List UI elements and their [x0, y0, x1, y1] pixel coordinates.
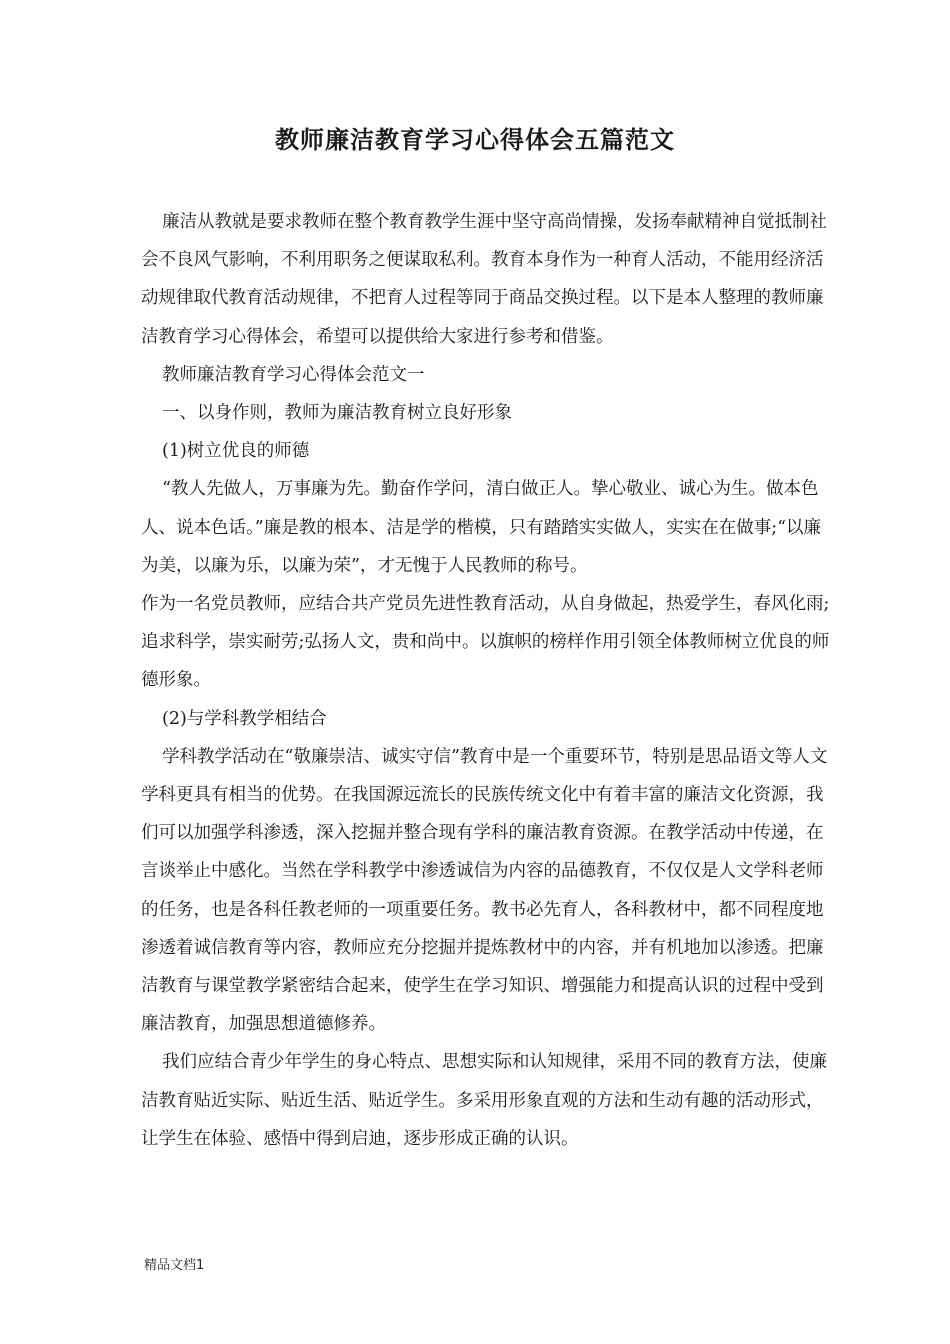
page-footer: 精品文档1: [144, 1258, 205, 1273]
document-body: [141, 203, 831, 1158]
intro-paragraph: 廉洁从教就是要求教师在整个教育教学生涯中坚守高尚情操，发扬奉献精神自觉抵制社会不良风气影响，不利用职务之便谋取私利。教育本身作为一种育人活动，不能用经济活动规律取代教育活动规律，不把育人过程等同于商品交换过程。以下是本人整理的教师廉洁教育学习心得体会，希望可以提供给大家进行参考和借鉴。: [141, 212, 827, 347]
subheading-1: 一、以身作则，教师为廉洁教育树立良好形象: [162, 403, 512, 424]
document-title: 教师廉洁教育学习心得体会五篇范文: [275, 125, 675, 154]
paragraph-party-teacher: 作为一名党员教师，应结合共产党员先进性教育活动，从自身做起，热爱学生，春风化雨;追求科学，崇实耐劳;弘扬人文，贵和尚中。以旗帜的榜样作用引领全体教师树立优良的师德形象。: [141, 594, 830, 691]
paragraph-methods: 我们应结合青少年学生的身心特点、思想实际和认知规律，采用不同的教育方法，使廉洁教育贴近实际、贴近生活、贴近学生。多采用形象直观的方法和生动有趣的活动形式，让学生在体验、感悟中得到启迪，逐步形成正确的认识。: [141, 1052, 827, 1149]
section-heading: 教师廉洁教育学习心得体会范文一: [162, 364, 425, 385]
paragraph-subject-teaching: 学科教学活动在“敬廉崇洁、诚实守信”教育中是一个重要环节，特别是思品语文等人文学科更具有相当的优势。在我国源远流长的民族传统文化中有着丰富的廉洁文化资源，我们可以加强学科渗透，深入挖掘并整合现有学科的廉洁教育资源。在教学活动中传递，在言谈举止中感化。当然在学科教学中渗透诚信为内容的品德教育，不仅仅是人文学科老师的任务，也是各科任教老师的一项重要任务。教书必先育人，各科教材中，都不同程度地渗透着诚信教育等内容，教师应充分挖掘并提炼教材中的内容，并有机地加以渗透。把廉洁教育与课堂教学紧密结合起来，使学生在学习知识、增强能力和提高认识的过程中受到廉洁教育，加强思想道德修养。: [141, 746, 828, 1035]
item-heading-1: (1)树立优良的师德: [162, 441, 310, 462]
paragraph-quote: “教人先做人，万事廉为先。勤奋作学问，清白做正人。挚心敬业、诚心为生。做本色人、说本色话。”廉是教的根本、洁是学的楷模，只有踏踏实实做人，实实在在做事;“以廉为美，以廉为乐，以廉为荣”，才无愧于人民教师的称号。: [141, 479, 822, 576]
item-heading-2: (2)与学科教学相结合: [162, 708, 327, 729]
